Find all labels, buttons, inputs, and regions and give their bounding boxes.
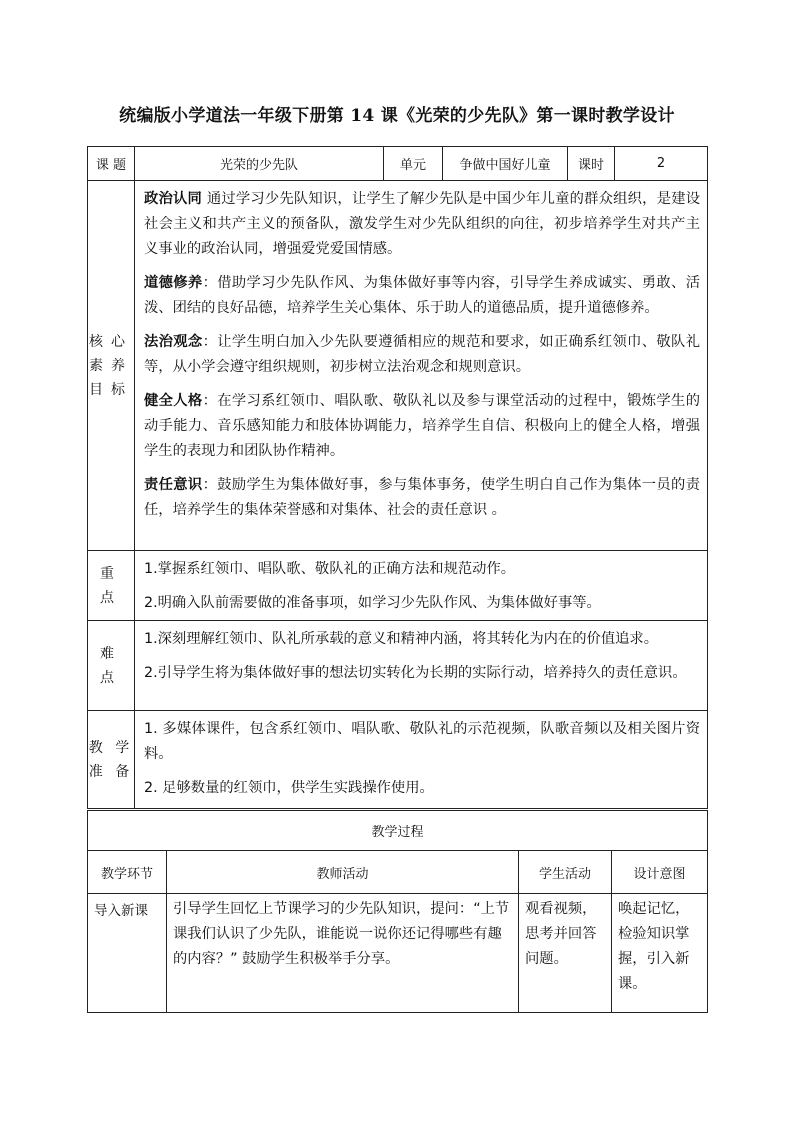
goal-paragraph bbox=[135, 181, 707, 262]
goal-heading: 道德修养 bbox=[144, 275, 203, 291]
header-row bbox=[88, 147, 708, 181]
label-line: 准 备 bbox=[88, 763, 134, 780]
column-header: 设计意图 bbox=[612, 851, 708, 894]
label-line: 目标 bbox=[89, 381, 133, 398]
column-header: 教学环节 bbox=[88, 851, 167, 894]
column-header: 教师活动 bbox=[167, 851, 519, 894]
goal-paragraph bbox=[135, 464, 707, 523]
process-title-row bbox=[88, 811, 708, 851]
teacher-activity: 引导学生回忆上节课学习的少先队知识，提问：“上节课我们认识了少先队，谁能说一说你还记得哪些有趣的内容？” 鼓励学生积极举手分享。 bbox=[167, 894, 519, 1013]
process-header-row bbox=[88, 851, 708, 894]
prep-label bbox=[88, 711, 135, 809]
goal-paragraph bbox=[135, 262, 707, 321]
hours-label: 课时 bbox=[568, 147, 615, 181]
key-point-item: 1.掌握系红领巾、唱队歌、敬队礼的正确方法和规范动作。 bbox=[144, 561, 516, 577]
goal-paragraph bbox=[135, 380, 707, 464]
key-points-row bbox=[88, 551, 708, 621]
goal-text: 通过学习少先队知识，让学生了解少先队是中国少年儿童的群众组织，是建设社会主义和共产主义的预备队，激发学生对少先队组织的向往，初步培养学生对共产主义事业的政治认同，增强爱党爱国情感。 bbox=[144, 191, 701, 257]
difficulties-label: 难 点 bbox=[88, 621, 135, 711]
prep-content bbox=[135, 711, 708, 809]
prep-item: 1. 多媒体课件，包含系红领巾、唱队歌、敬队礼的示范视频，队歌音频以及相关图片资料。 bbox=[144, 721, 700, 762]
process-row bbox=[88, 894, 708, 1013]
difficulties-row bbox=[88, 621, 708, 711]
key-points-content bbox=[135, 551, 708, 621]
difficulty-item: 2.引导学生将为集体做好事的想法切实转化为长期的实际行动，培养持久的责任意识。 bbox=[144, 665, 687, 681]
student-activity: 观看视频，思考并回答问题。 bbox=[519, 894, 612, 1013]
teaching-process-table bbox=[87, 810, 708, 1013]
goal-text: ：在学习系红领巾、唱队歌、敬队礼以及参与课堂活动的过程中，锻炼学生的动手能力、音乐感知能力和肢体协调能力，培养学生自信、积极向上的健全人格，增强学生的表现力和团队协作精神。 bbox=[144, 393, 700, 459]
lesson-info-table bbox=[87, 146, 708, 809]
goal-text: ：鼓励学生为集体做好事，参与集体事务，使学生明白自己作为集体一员的责任，培养学生的集体荣誉感和对集体、社会的责任意识 。 bbox=[144, 477, 700, 518]
label-line: 核心 bbox=[89, 333, 133, 350]
goal-heading: 责任意识 bbox=[144, 477, 203, 493]
column-header: 学生活动 bbox=[519, 851, 612, 894]
goal-paragraph bbox=[135, 321, 707, 380]
goal-heading: 政治认同 bbox=[144, 191, 203, 207]
design-intent: 唤起记忆，检验知识掌握，引入新课。 bbox=[612, 894, 708, 1013]
process-stage: 导入新课 bbox=[88, 894, 167, 1013]
key-points-label: 重 点 bbox=[88, 551, 135, 621]
core-goals-row bbox=[88, 181, 708, 551]
difficulty-item: 1.深刻理解红领巾、队礼所承载的意义和精神内涵，将其转化为内在的价值追求。 bbox=[144, 631, 659, 647]
document-title: 统编版小学道法一年级下册第 14 课《光荣的少先队》第一课时教学设计 bbox=[119, 106, 675, 126]
goal-heading: 健全人格 bbox=[144, 393, 203, 409]
core-goals-content bbox=[135, 181, 708, 551]
course-value: 光荣的少先队 bbox=[135, 147, 384, 181]
prep-item: 2. 足够数量的红领巾，供学生实践操作使用。 bbox=[144, 780, 434, 796]
unit-value: 争做中国好儿童 bbox=[443, 147, 568, 181]
label-line: 素养 bbox=[89, 357, 133, 374]
key-point-item: 2.明确入队前需要做的准备事项，如学习少先队作风、为集体做好事等。 bbox=[144, 595, 601, 611]
unit-label: 单元 bbox=[384, 147, 443, 181]
difficulties-content bbox=[135, 621, 708, 711]
goal-text: ：借助学习少先队作风、为集体做好事等内容，引导学生养成诚实、勇敢、活泼、团结的良好品德，培养学生关心集体、乐于助人的道德品质，提升道德修养。 bbox=[144, 275, 700, 316]
hours-value: 2 bbox=[615, 147, 708, 181]
goal-heading: 法治观念 bbox=[144, 334, 203, 350]
core-goals-label bbox=[88, 181, 135, 551]
goal-text: ：让学生明白加入少先队要遵循相应的规范和要求，如正确系红领巾、敬队礼等，从小学会遵守组织规则，初步树立法治观念和规则意识。 bbox=[144, 334, 700, 375]
prep-row bbox=[88, 711, 708, 809]
course-label: 课 题 bbox=[88, 147, 135, 181]
process-section-title: 教学过程 bbox=[88, 811, 708, 851]
label-line: 教 学 bbox=[88, 739, 134, 756]
